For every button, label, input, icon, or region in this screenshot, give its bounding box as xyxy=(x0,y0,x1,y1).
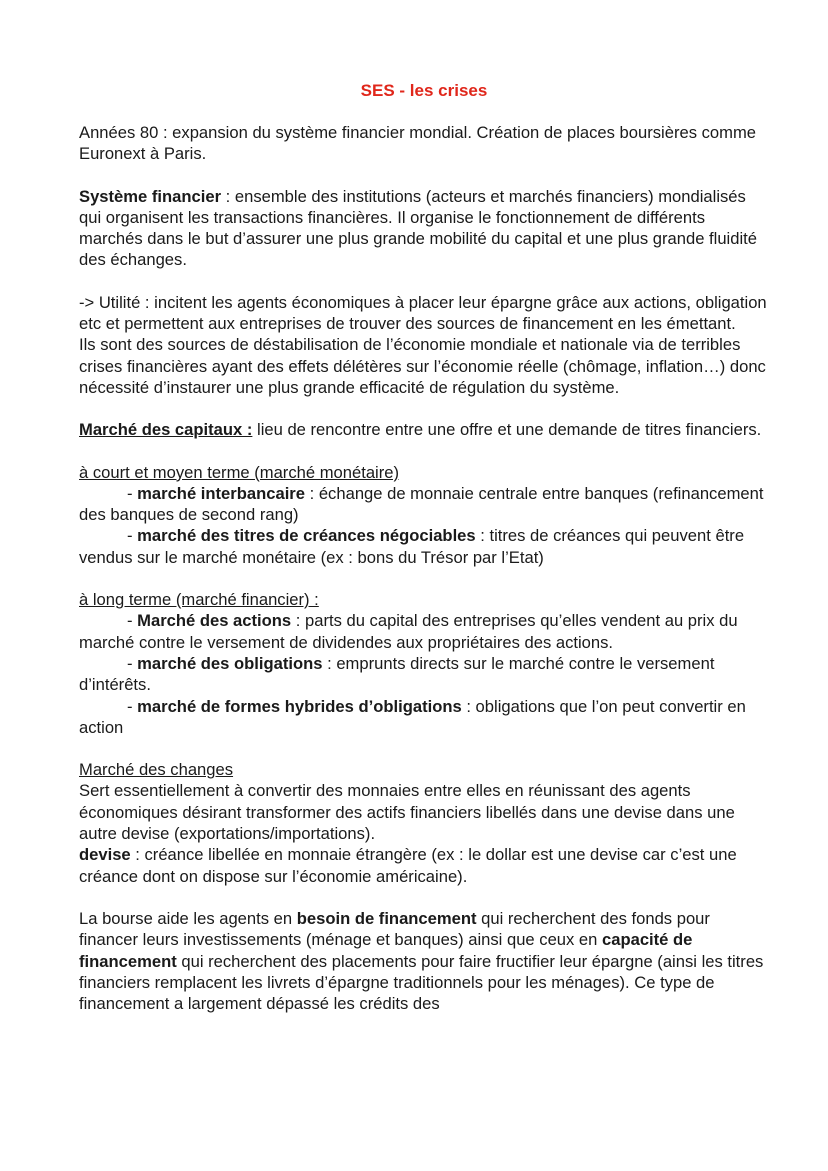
marche-capitaux-paragraph xyxy=(79,419,769,440)
interbancaire-text: : échange de monnaie centrale entre banques (refinancement des banques de second rang) xyxy=(79,483,764,525)
hybrides-text: : obligations que l’on peut convertir en action xyxy=(79,696,746,737)
systeme-financier-term: Système financier xyxy=(79,186,222,206)
bourse-text-2: qui recherchent des fonds pour financer leurs investissements (ménage et banques) ainsi que ceux en xyxy=(79,908,710,950)
list-item-interbancaire xyxy=(79,483,769,526)
systeme-financier-paragraph xyxy=(79,186,769,271)
long-terme-heading: à long terme (marché financier) : xyxy=(79,590,319,610)
list-item-actions xyxy=(79,610,769,653)
capacite-financement-term: capacité de financement xyxy=(79,930,693,971)
obligations-text: : emprunts directs sur le marché contre le versement d’intérêts. xyxy=(79,653,715,695)
marche-changes-heading: Marché des changes xyxy=(79,760,234,780)
utilite-paragraph: -> Utilité : incitent les agents économiques à placer leur épargne grâce aux actions, obligation etc et permettent aux entreprises de trouver des sources de financement en les émettant. xyxy=(79,292,767,334)
list-dash: - xyxy=(127,696,138,716)
obligations-term: marché des obligations xyxy=(137,653,323,673)
marche-capitaux-text: lieu de rencontre entre une offre et une demande de titres financiers. xyxy=(252,420,762,440)
list-dash: - xyxy=(127,653,138,673)
devise-term: devise xyxy=(79,845,131,865)
document-page xyxy=(79,80,769,1014)
actions-text: : parts du capital des entreprises qu’elles vendent au prix du marché contre le versement de dividendes aux propriétaires des actions. xyxy=(79,611,738,652)
tcn-term: marché des titres de créances négociables xyxy=(137,526,476,546)
marche-changes-paragraph: Sert essentiellement à convertir des monnaies entre elles en réunissant des agents économiques désirant transformer des actifs financiers libellés dans une devise dans une autre devise (exportations/importations). xyxy=(79,781,735,844)
devise-paragraph xyxy=(79,844,769,887)
list-dash: - xyxy=(127,611,138,631)
list-dash: - xyxy=(127,483,138,503)
marche-capitaux-term: Marché des capitaux : xyxy=(79,420,253,440)
list-item-obligations xyxy=(79,653,769,696)
list-dash: - xyxy=(127,526,138,546)
interbancaire-term: marché interbancaire xyxy=(137,483,305,503)
destabilisation-paragraph: Ils sont des sources de déstabilisation de l’économie mondiale et nationale via de terribles crises financières ayant des effets délétères sur l’économie réelle (chômage, inflation…) donc nécessité d’instaurer une plus grande efficacité de régulation du système. xyxy=(79,335,766,397)
actions-term: Marché des actions xyxy=(137,611,292,631)
hybrides-term: marché de formes hybrides d’obligations xyxy=(137,696,462,716)
tcn-text: : titres de créances qui peuvent être vendus sur le marché monétaire (ex : bons du Trésor par l’Etat) xyxy=(79,526,745,567)
intro-paragraph: Années 80 : expansion du système financier mondial. Création de places boursières comme Euronext à Paris. xyxy=(79,123,757,164)
court-terme-heading: à court et moyen terme (marché monétaire) xyxy=(79,462,400,482)
list-item-tcn xyxy=(79,525,769,568)
besoin-financement-term: besoin de financement xyxy=(296,908,477,928)
bourse-paragraph xyxy=(79,908,769,1014)
bourse-text-3: qui recherchent des placements pour faire fructifier leur épargne (ainsi les titres financiers remplacent les livrets d’épargne traditionnels pour les ménages). Ce type de financement a largement dépassé les crédits des xyxy=(79,951,764,1014)
bourse-text-1: La bourse aide les agents en xyxy=(79,908,297,928)
list-item-hybrides xyxy=(79,696,769,739)
devise-text: : créance libellée en monnaie étrangère (ex : le dollar est une devise car c’est une créance dont on dispose sur l’économie américaine). xyxy=(79,845,737,886)
systeme-financier-text: : ensemble des institutions (acteurs et marchés financiers) mondialisés qui organisent les transactions financières. Il organise le fonctionnement de différents marchés dans le but d’assurer une plus grande mobilité du capital et une plus grande fluidité des échanges. xyxy=(79,186,757,270)
page-title: SES - les crises xyxy=(360,81,488,100)
